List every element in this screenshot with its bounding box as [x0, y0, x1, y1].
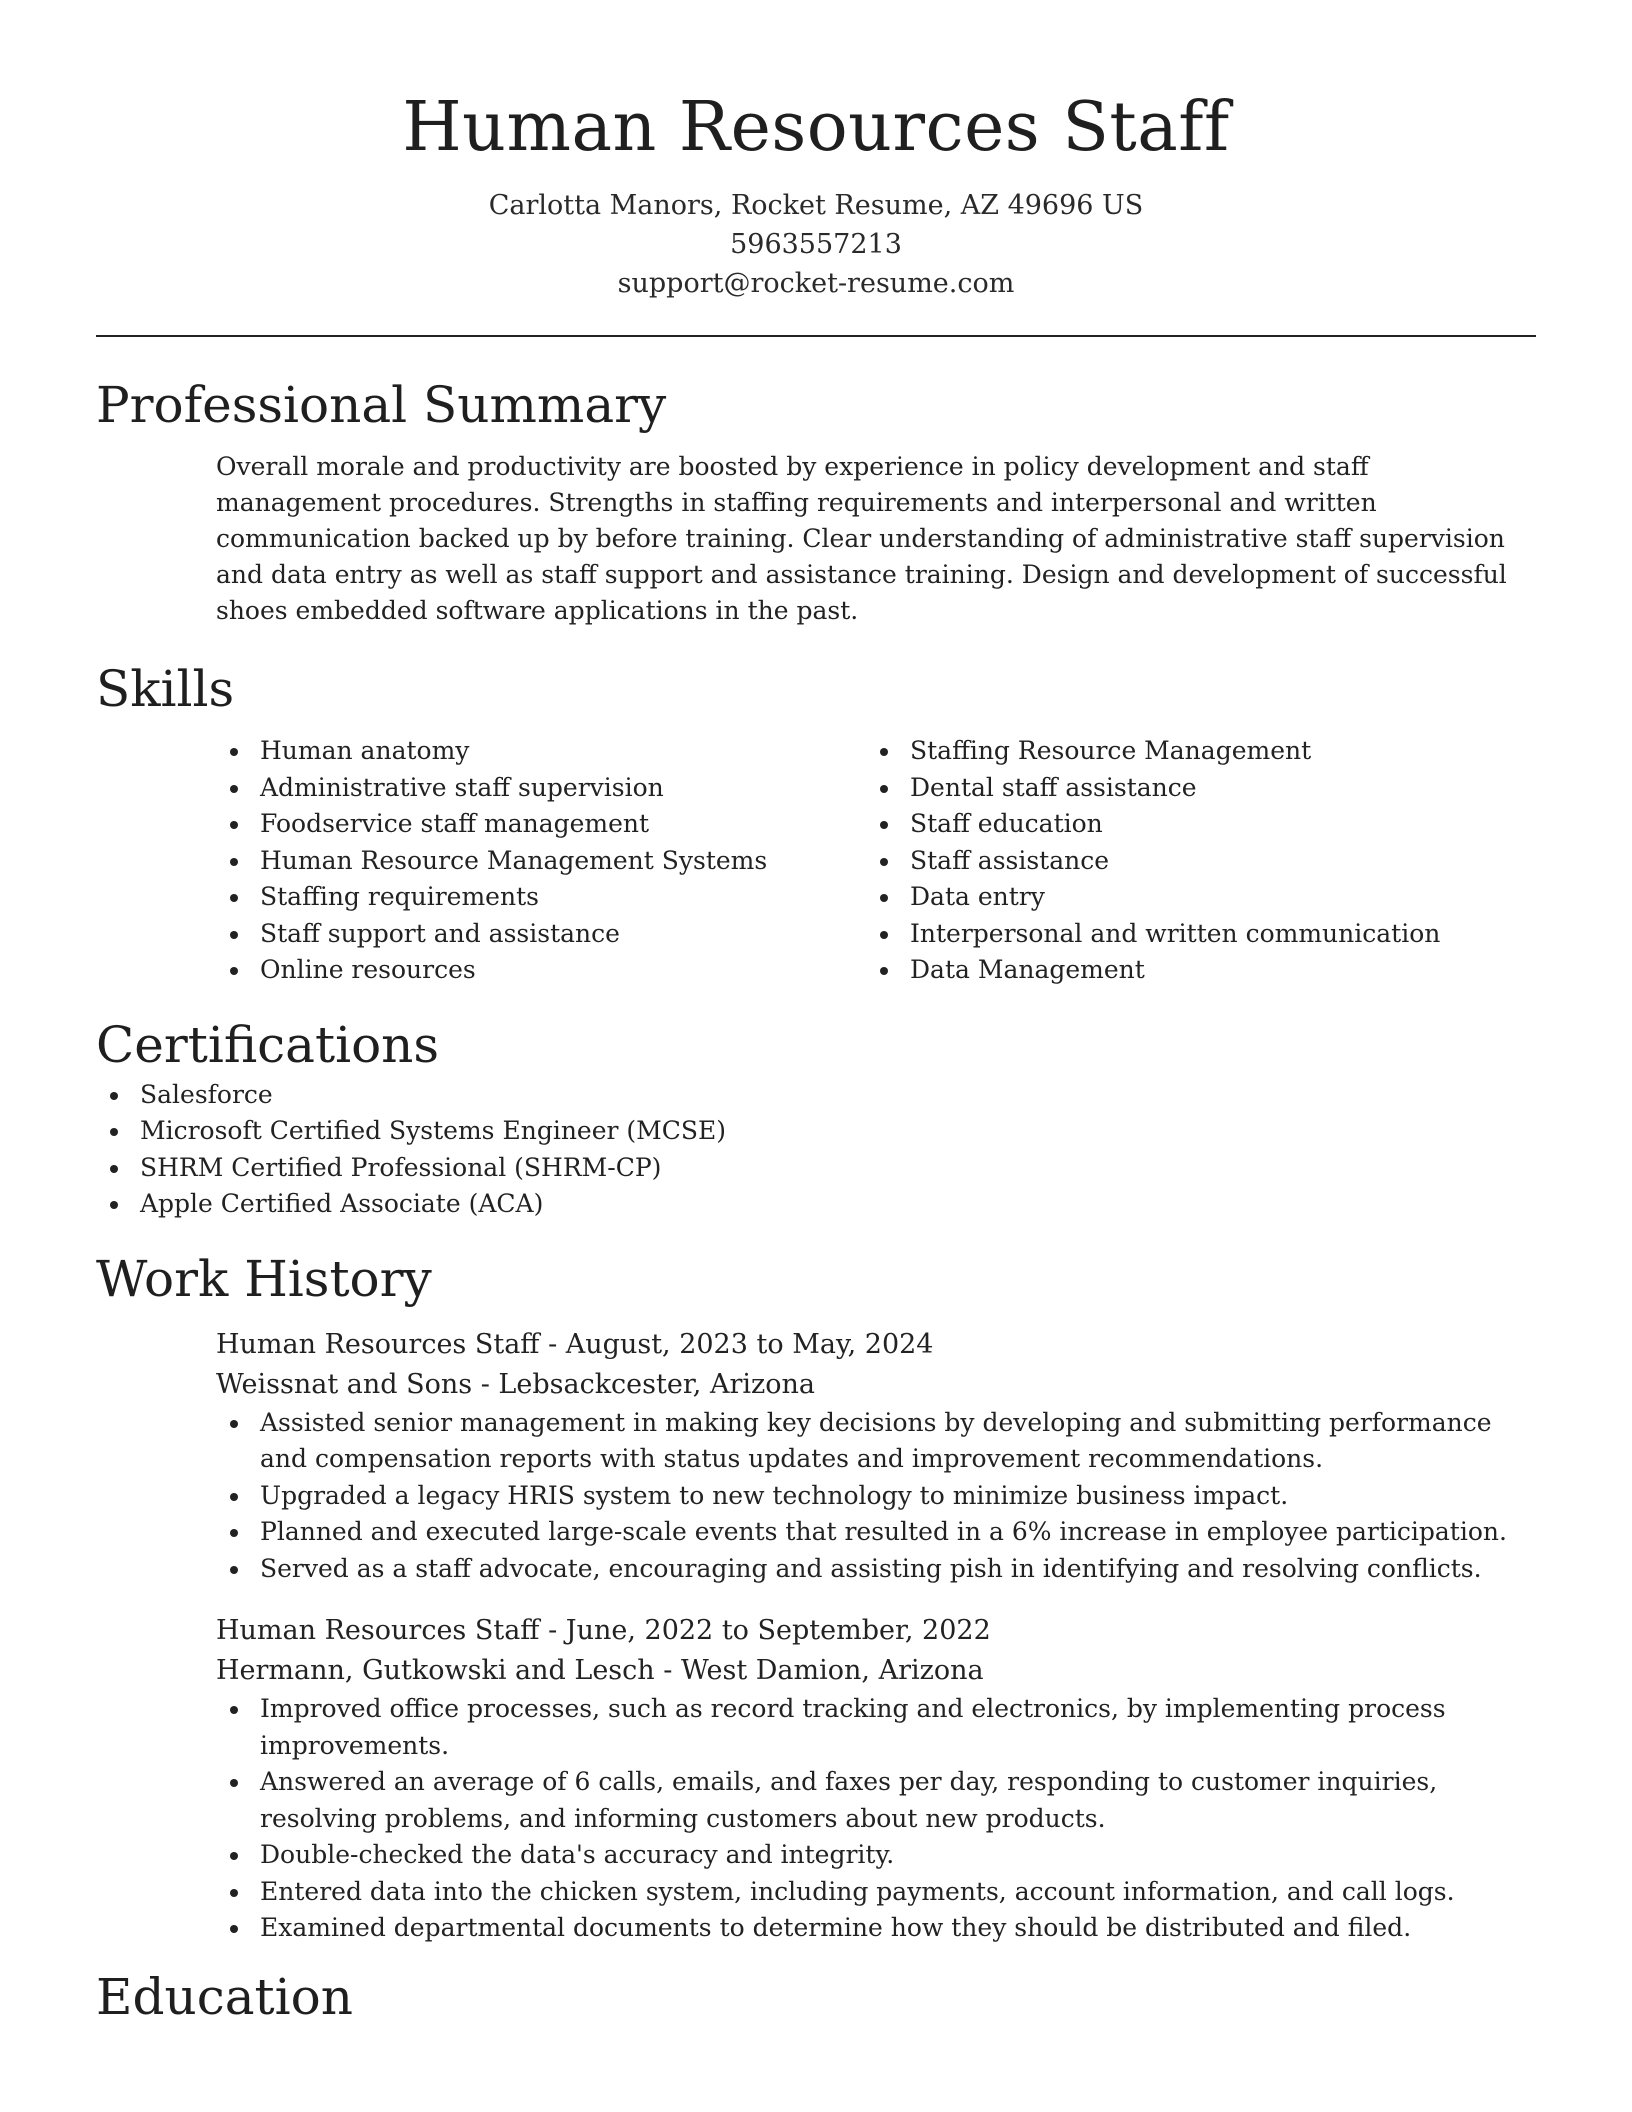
job-entry — [216, 1611, 1536, 1691]
skills-grid — [216, 733, 1536, 989]
job-title-line: Human Resources Staff - June, 2022 to September, 2022 — [216, 1615, 991, 1646]
certifications-section — [96, 1013, 1536, 1223]
job-bullet-list — [216, 1405, 1536, 1588]
job-bullet: Entered data into the chicken system, including payments, account information, and call logs. — [216, 1874, 1536, 1911]
job-bullet: Assisted senior management in making key decisions by developing and submitting performance and compensation reports with status updates and improvement recommendations. — [216, 1405, 1536, 1478]
skill-item: Staff support and assistance — [216, 916, 866, 953]
contact-phone: 5963557213 — [730, 229, 902, 260]
skill-item: Human anatomy — [216, 733, 866, 770]
resume-name: Human Resources Staff — [402, 88, 1230, 167]
header-divider — [96, 335, 1536, 337]
summary-section — [96, 373, 1536, 629]
skill-item: Data Management — [866, 952, 1516, 989]
skill-item: Data entry — [866, 879, 1516, 916]
job-bullet: Served as a staff advocate, encouraging and assisting pish in identifying and resolving conflicts. — [216, 1551, 1536, 1588]
job-bullets-wrap — [216, 1691, 1536, 1947]
education-section — [96, 1965, 1536, 2029]
summary-text: Overall morale and productivity are boosted by experience in policy development and staff management procedures. Strengths in staffing requirements and interpersonal and written communication backed up by before training. Clear understanding of administrative staff supervision and data entry as well as staff support and assistance training. Design and development of successful shoes embedded software applications in the past. — [216, 452, 1507, 625]
skill-item: Staffing Resource Management — [866, 733, 1516, 770]
skill-item: Foodservice staff management — [216, 806, 866, 843]
job-title-line: Human Resources Staff - August, 2023 to May, 2024 — [216, 1328, 934, 1360]
job-company-line: Hermann, Gutkowski and Lesch - West Damion, Arizona — [216, 1655, 984, 1686]
skill-item: Interpersonal and written communication — [866, 916, 1516, 953]
resume-header — [96, 0, 1536, 303]
job-bullet-list — [216, 1691, 1536, 1947]
education-heading: Education — [96, 1967, 353, 2026]
job-entry — [216, 1325, 1536, 1405]
job-bullet: Improved office processes, such as record tracking and electronics, by implementing process improvements. — [216, 1691, 1536, 1764]
skills-list-right — [866, 733, 1516, 989]
summary-heading: Professional Summary — [96, 376, 667, 434]
skills-section — [96, 657, 1536, 989]
skills-list-left — [216, 733, 866, 989]
skill-item: Dental staff assistance — [866, 770, 1516, 807]
certification-item: Microsoft Certified Systems Engineer (MCSE) — [96, 1113, 1536, 1150]
certifications-list — [96, 1077, 1536, 1223]
skill-item: Online resources — [216, 952, 866, 989]
certification-item: Apple Certified Associate (ACA) — [96, 1186, 1536, 1223]
job-company-line: Weissnat and Sons - Lebsackcester, Arizona — [216, 1368, 815, 1400]
job-bullet: Answered an average of 6 calls, emails, and faxes per day, responding to customer inquiries, resolving problems, and informing customers about new products. — [216, 1764, 1536, 1837]
job-bullet: Planned and executed large-scale events that resulted in a 6% increase in employee participation. — [216, 1514, 1536, 1551]
certification-item: Salesforce — [96, 1077, 1536, 1114]
job-bullets-wrap — [216, 1405, 1536, 1588]
job-bullet: Examined departmental documents to determine how they should be distributed and filed. — [216, 1910, 1536, 1947]
certification-item: SHRM Certified Professional (SHRM-CP) — [96, 1150, 1536, 1187]
job-bullet: Upgraded a legacy HRIS system to new technology to minimize business impact. — [216, 1478, 1536, 1515]
contact-email: support@rocket-resume.com — [617, 268, 1015, 299]
job-bullet: Double-checked the data's accuracy and integrity. — [216, 1837, 1536, 1874]
work-history-section — [96, 1247, 1536, 1947]
skills-heading: Skills — [96, 660, 235, 718]
resume-page — [96, 0, 1536, 2029]
certifications-heading: Certifications — [96, 1015, 440, 1074]
skill-item: Staffing requirements — [216, 879, 866, 916]
skill-item: Staff assistance — [866, 843, 1516, 880]
contact-block — [96, 186, 1536, 303]
skills-column-right — [866, 733, 1516, 989]
skills-column-left — [216, 733, 866, 989]
skill-item: Administrative staff supervision — [216, 770, 866, 807]
skill-item: Staff education — [866, 806, 1516, 843]
work-history-heading: Work History — [96, 1249, 432, 1308]
skill-item: Human Resource Management Systems — [216, 843, 866, 880]
contact-address: Carlotta Manors, Rocket Resume, AZ 49696 US — [488, 190, 1144, 221]
